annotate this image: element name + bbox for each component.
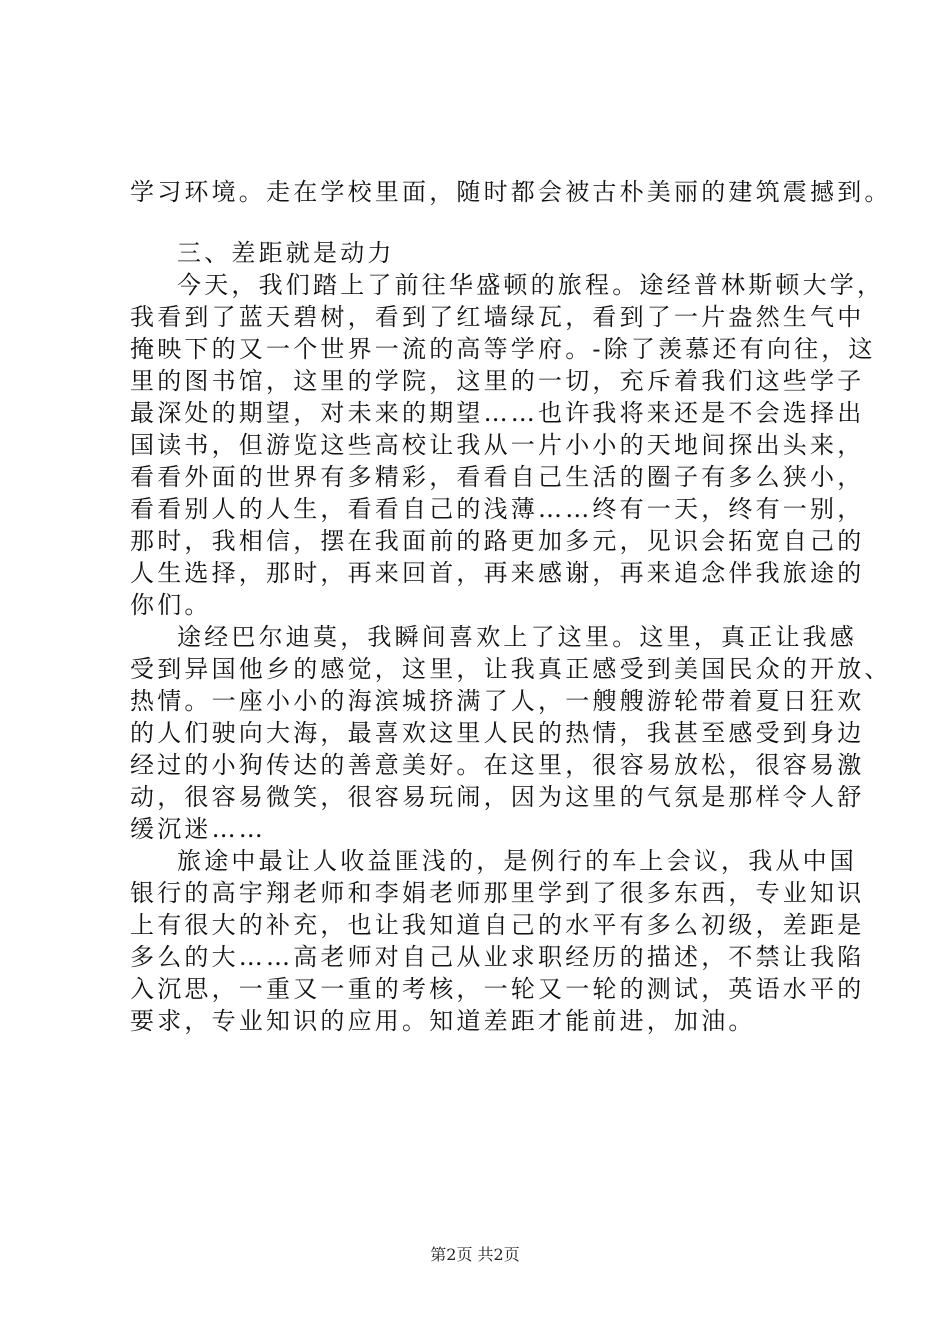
body-text-line: 动，很容易微笑，很容易玩闹，因为这里的气氛是那样令人舒 xyxy=(130,783,865,811)
body-text-line: 人生选择，那时，再来回首，再来感谢，再来追念伴我旅途的 xyxy=(130,559,865,587)
section-heading: 三、差距就是动力 xyxy=(177,239,395,267)
paragraph-first-line: 今天，我们踏上了前往华盛顿的旅程。途经普林斯顿大学， xyxy=(177,271,885,299)
body-text-line: 看看外面的世界有多精彩，看看自己生活的圈子有多么狭小， xyxy=(130,463,865,491)
body-text-line: 国读书，但游览这些高校让我从一片小小的天地间探出头来， xyxy=(130,431,865,459)
body-text-line: 你们。 xyxy=(130,591,212,619)
paragraph-first-line: 途经巴尔迪莫，我瞬间喜欢上了这里。这里，真正让我感 xyxy=(177,623,857,651)
body-text-line: 掩映下的又一个世界一流的高等学府。-除了羡慕还有向往，这 xyxy=(130,335,876,363)
body-text-line: 学习环境。走在学校里面，随时都会被古朴美丽的建筑震撼到。 xyxy=(130,178,892,206)
paragraph-first-line: 旅途中最让人收益匪浅的，是例行的车上会议，我从中国 xyxy=(177,847,857,875)
body-text-line: 看看别人的人生，看看自己的浅薄……终有一天，终有一别， xyxy=(130,495,865,523)
body-text-line: 上有很大的补充，也让我知道自己的水平有多么初级，差距是 xyxy=(130,911,865,939)
body-text-line: 缓沉迷…… xyxy=(130,815,266,843)
page-number-footer: 第2页 共2页 xyxy=(430,1245,520,1264)
body-text-line: 入沉思，一重又一重的考核，一轮又一轮的测试，英语水平的 xyxy=(130,975,865,1003)
body-text-line: 多么的大……高老师对自己从业求职经历的描述，不禁让我陷 xyxy=(130,943,865,971)
body-text-line: 里的图书馆，这里的学院，这里的一切，充斥着我们这些学子 xyxy=(130,367,865,395)
body-text-line: 热情。一座小小的海滨城挤满了人，一艘艘游轮带着夏日狂欢 xyxy=(130,687,865,715)
body-text-line: 受到异国他乡的感觉，这里，让我真正感受到美国民众的开放、 xyxy=(130,655,892,683)
body-text-line: 经过的小狗传达的善意美好。在这里，很容易放松，很容易激 xyxy=(130,751,865,779)
body-text-line: 最深处的期望，对未来的期望……也许我将来还是不会选择出 xyxy=(130,399,865,427)
body-text-line: 的人们驶向大海，最喜欢这里人民的热情，我甚至感受到身边 xyxy=(130,719,865,747)
body-text-line: 那时，我相信，摆在我面前的路更加多元，见识会拓宽自己的 xyxy=(130,527,865,555)
body-text-line: 我看到了蓝天碧树，看到了红墙绿瓦，看到了一片盎然生气中 xyxy=(130,303,865,331)
body-text-line: 要求，专业知识的应用。知道差距才能前进，加油。 xyxy=(130,1007,756,1035)
body-text-line: 银行的高宇翔老师和李娟老师那里学到了很多东西，专业知识 xyxy=(130,879,865,907)
